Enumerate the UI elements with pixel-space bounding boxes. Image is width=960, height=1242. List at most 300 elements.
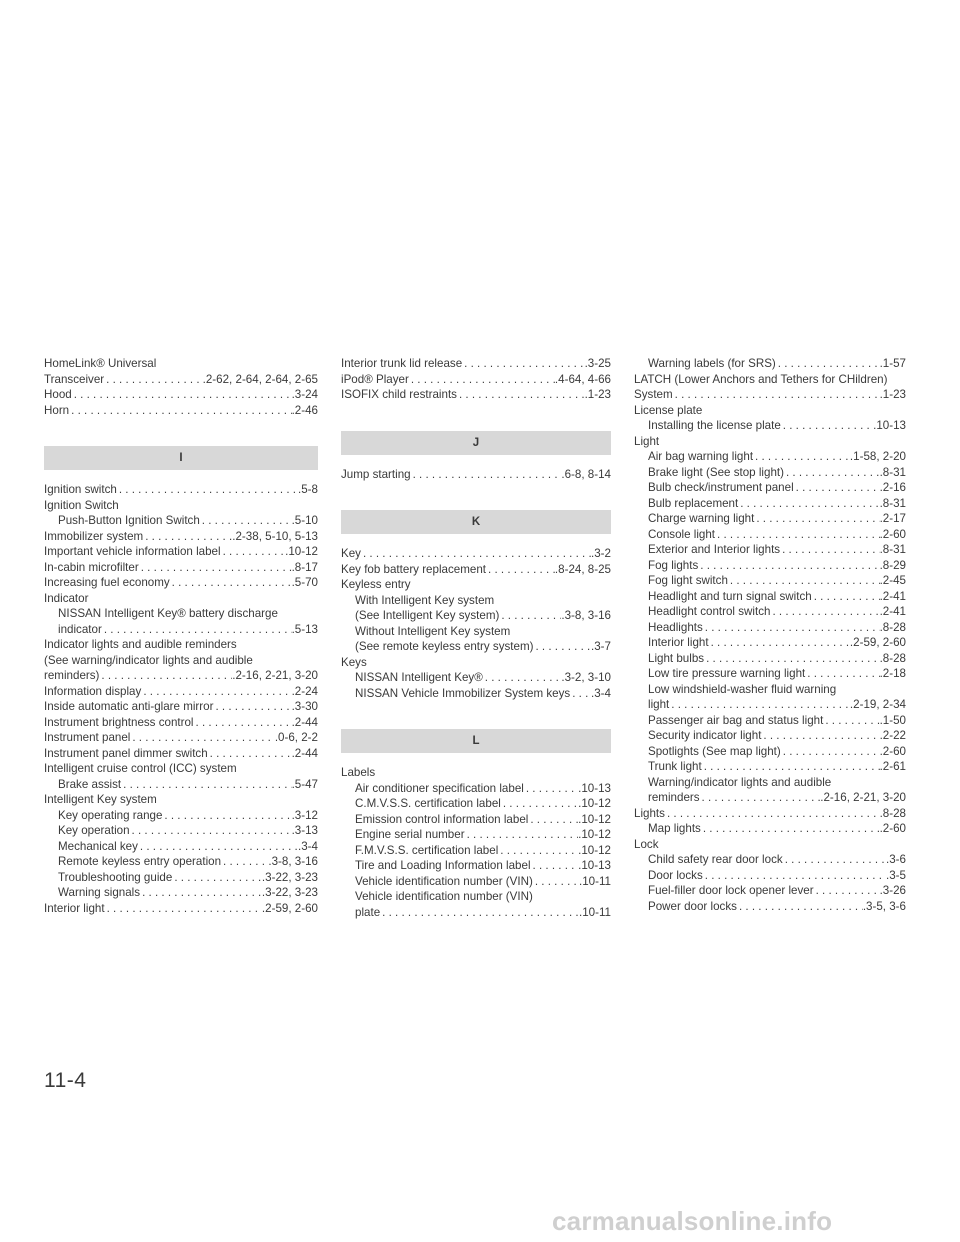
index-entry: Intelligent cruise control (ICC) system — [44, 762, 237, 775]
section-letter-header: J — [341, 431, 611, 455]
dot-leader — [533, 639, 591, 655]
index-subentry — [634, 852, 906, 868]
entry-term: Jump starting — [341, 467, 411, 481]
entry-term: Map lights — [648, 822, 701, 835]
dot-leader — [703, 620, 880, 636]
entry-page-refs: .8-31 — [879, 465, 906, 479]
index-subentry — [634, 542, 906, 558]
entry-term: Push-Button Ignition Switch — [58, 514, 200, 527]
page-number: 11-4 — [44, 1069, 87, 1092]
dot-leader — [814, 883, 880, 899]
entry-page-refs: .5-10 — [291, 514, 318, 527]
dot-leader — [208, 746, 292, 762]
index-subentry — [634, 868, 906, 884]
entry-page-refs: .5-13 — [291, 622, 318, 636]
entry-page-refs: .2-44 — [291, 715, 318, 729]
entry-page-refs: .3-13 — [291, 824, 318, 837]
section-letter-header: K — [341, 510, 611, 534]
entry-page-refs: .10-12 — [578, 828, 611, 841]
dot-leader — [715, 527, 880, 543]
index-subentry — [634, 480, 906, 496]
index-subentry — [634, 465, 906, 481]
dot-leader — [781, 744, 880, 760]
index-subentry — [634, 511, 906, 527]
entry-term: ISOFIX child restraints — [341, 388, 457, 401]
index-subentry: Low windshield-washer fluid warning — [648, 682, 837, 696]
index-subentry — [634, 728, 906, 744]
dot-leader — [761, 728, 879, 744]
dot-leader — [665, 806, 880, 822]
entry-page-refs: .10-12 — [578, 812, 611, 826]
index-subentry: NISSAN Intelligent Key® battery discharge — [58, 607, 278, 620]
entry-page-refs: .5-8 — [298, 483, 318, 496]
dot-leader — [783, 852, 886, 868]
index-subentry — [341, 608, 611, 624]
entry-page-refs: .8-24, 8-25 — [554, 562, 611, 576]
entry-page-refs: .3-22, 3-23 — [261, 870, 318, 884]
index-entry: License plate — [634, 403, 703, 417]
entry-term: (See remote keyless entry system) — [355, 640, 534, 653]
index-entry — [44, 668, 318, 684]
dot-leader — [409, 372, 555, 388]
index-subentry — [634, 651, 906, 667]
entry-page-refs: .0-6, 2-2 — [274, 731, 318, 744]
entry-page-refs: .3-8, 3-16 — [561, 609, 611, 622]
entry-page-refs: .6-8, 8-14 — [561, 467, 611, 481]
index-subentry — [634, 449, 906, 465]
index-subentry — [341, 796, 611, 812]
index-entry: Ignition Switch — [44, 498, 119, 512]
entry-term: (See Intelligent Key system) — [355, 609, 500, 622]
dot-leader — [524, 781, 578, 797]
entry-page-refs: .3-6 — [886, 853, 906, 866]
index-entry — [341, 372, 611, 388]
dot-leader — [141, 684, 291, 700]
entry-term: Spotlights (See map light) — [648, 744, 781, 758]
index-subentry — [634, 697, 906, 713]
dot-leader — [531, 858, 579, 874]
entry-term: Interior trunk lid release — [341, 357, 463, 370]
index-entry — [44, 544, 318, 560]
entry-page-refs: .2-19, 2-34 — [849, 698, 906, 711]
entry-term: Instrument brightness control — [44, 715, 194, 729]
entry-page-refs: .8-31 — [879, 496, 906, 510]
index-subentry: Warning/indicator lights and audible — [648, 775, 832, 789]
index-subentry — [634, 356, 906, 372]
entry-term: Horn — [44, 403, 70, 417]
dot-leader — [533, 874, 579, 890]
entry-page-refs: .3-12 — [291, 808, 318, 822]
dot-leader — [130, 823, 292, 839]
dot-leader — [673, 387, 880, 403]
dot-leader — [738, 496, 879, 512]
dot-leader — [570, 686, 591, 702]
dot-leader — [704, 651, 879, 667]
dot-leader — [69, 403, 291, 419]
dot-leader — [411, 467, 562, 483]
dot-leader — [737, 899, 863, 915]
entry-term: light — [648, 698, 670, 711]
entry-page-refs: .2-60 — [879, 822, 906, 835]
index-subentry — [341, 874, 611, 890]
entry-page-refs: .3-2 — [591, 547, 611, 560]
entry-page-refs: .5-70 — [291, 576, 318, 589]
dot-leader — [172, 870, 262, 886]
entry-page-refs: .2-22 — [879, 729, 906, 742]
entry-page-refs: .2-45 — [879, 574, 906, 587]
entry-term: NISSAN Intelligent Key® — [355, 671, 483, 684]
entry-page-refs: .1-58, 2-20 — [849, 450, 906, 463]
entry-page-refs: .8-29 — [879, 558, 906, 572]
index-entry — [44, 372, 318, 388]
entry-page-refs: .2-41 — [879, 589, 906, 603]
entry-term: In-cabin microfilter — [44, 560, 139, 574]
dot-leader — [780, 542, 879, 558]
entry-term: Important vehicle information label — [44, 545, 221, 558]
dot-leader — [486, 562, 555, 578]
index-entry: Light — [634, 434, 660, 448]
dot-leader — [700, 790, 821, 806]
entry-term: F.M.V.S.S. certification label — [355, 843, 499, 857]
entry-term: Ignition switch — [44, 483, 117, 496]
entry-page-refs: .3-26 — [879, 884, 906, 897]
entry-page-refs: .3-2, 3-10 — [561, 671, 611, 684]
entry-term: reminders) — [44, 669, 100, 682]
index-subentry — [634, 635, 906, 651]
index-entry: Lock — [634, 837, 659, 851]
index-subentry — [341, 686, 611, 702]
index-subentry — [44, 854, 318, 870]
entry-term: Instrument panel dimmer switch — [44, 746, 208, 760]
entry-term: Key — [341, 547, 361, 560]
entry-page-refs: .3-4 — [298, 839, 318, 853]
entry-term: Brake light (See stop light) — [648, 465, 784, 479]
entry-page-refs: .2-59, 2-60 — [849, 636, 906, 649]
entry-term: Fuel-filler door lock opener lever — [648, 884, 814, 897]
entry-page-refs: .3-5 — [886, 868, 906, 882]
entry-term: Air bag warning light — [648, 450, 754, 463]
dot-leader — [130, 730, 274, 746]
watermark: carmanualsonline.info — [552, 1206, 833, 1236]
index-subentry — [44, 622, 318, 638]
entry-page-refs: .4-64, 4-66 — [554, 372, 611, 386]
index-subentry — [44, 808, 318, 824]
entry-page-refs: .3-25 — [584, 357, 611, 370]
entry-term: Hood — [44, 388, 72, 401]
entry-term: Transceiver — [44, 372, 105, 386]
dot-leader — [105, 901, 262, 917]
dot-leader — [770, 604, 879, 620]
index-subentry — [634, 883, 906, 899]
dot-leader — [121, 777, 291, 793]
entry-page-refs: .10-11 — [578, 905, 611, 919]
entry-term: Instrument panel — [44, 731, 131, 744]
entry-page-refs: .3-8, 3-16 — [268, 855, 318, 868]
dot-leader — [170, 575, 292, 591]
entry-page-refs: .3-5, 3-6 — [862, 899, 906, 913]
entry-page-refs: .2-16 — [879, 481, 906, 494]
dot-leader — [465, 827, 579, 843]
entry-term: Charge warning light — [648, 512, 755, 525]
index-entry — [341, 562, 611, 578]
entry-term: Light bulbs — [648, 651, 705, 665]
entry-page-refs: .2-60 — [879, 527, 906, 541]
entry-term: Key operating range — [58, 808, 163, 822]
entry-page-refs: .2-17 — [879, 512, 906, 525]
index-subentry — [44, 823, 318, 839]
index-subentry — [341, 639, 611, 655]
index-subentry — [634, 620, 906, 636]
entry-page-refs: .10-12 — [285, 545, 318, 558]
index-subentry — [634, 527, 906, 543]
index-entry — [44, 560, 318, 576]
entry-term: Tire and Loading Information label — [355, 859, 531, 872]
index-entry — [634, 806, 906, 822]
entry-page-refs: .5-47 — [291, 777, 318, 791]
index-subentry — [341, 843, 611, 859]
index-subentry — [44, 513, 318, 529]
dot-leader — [140, 885, 262, 901]
index-subentry: With Intelligent Key system — [355, 593, 495, 607]
dot-leader — [781, 418, 873, 434]
dot-leader — [698, 558, 879, 574]
entry-page-refs: .10-12 — [578, 843, 611, 857]
dot-leader — [139, 560, 292, 576]
dot-leader — [200, 513, 292, 529]
entry-term: Bulb check/instrument panel — [648, 481, 794, 494]
dot-leader — [162, 808, 291, 824]
entry-term: Headlight and turn signal switch — [648, 589, 812, 603]
index-subentry — [341, 858, 611, 874]
dot-leader — [784, 465, 880, 481]
entry-page-refs: .10-13 — [873, 419, 906, 432]
index-subentry — [341, 670, 611, 686]
entry-term: Remote keyless entry operation — [58, 855, 222, 868]
index-entry — [44, 482, 318, 498]
index-entry — [44, 699, 318, 715]
entry-term: C.M.V.S.S. certification label — [355, 797, 501, 810]
index-subentry: Without Intelligent Key system — [355, 624, 511, 638]
index-entry — [341, 467, 611, 483]
entry-term: Low tire pressure warning light — [648, 667, 806, 680]
entry-term: Interior light — [648, 636, 709, 649]
entry-term: Brake assist — [58, 777, 122, 791]
dot-leader — [194, 715, 292, 731]
dot-leader — [702, 759, 880, 775]
dot-leader — [728, 573, 880, 589]
entry-page-refs: .8-28 — [879, 651, 906, 665]
entry-term: Key operation — [58, 824, 130, 837]
index-entry: Keys — [341, 655, 367, 669]
dot-leader — [117, 482, 298, 498]
entry-page-refs: .8-31 — [879, 543, 906, 556]
dot-leader — [213, 699, 291, 715]
entry-term: Air conditioner specification label — [355, 781, 524, 795]
dot-leader — [104, 372, 202, 388]
dot-leader — [143, 529, 232, 545]
index-subentry — [634, 604, 906, 620]
entry-page-refs: .8-28 — [879, 620, 906, 634]
entry-page-refs: .10-12 — [578, 797, 611, 810]
entry-term: NISSAN Vehicle Immobilizer System keys — [355, 686, 571, 700]
entry-term: Security indicator light — [648, 729, 762, 742]
section-letter-header: L — [341, 729, 611, 753]
index-entry — [44, 387, 318, 403]
index-entry — [341, 546, 611, 562]
index-entry — [341, 387, 611, 403]
index-subentry — [634, 666, 906, 682]
entry-term: Passenger air bag and status light — [648, 713, 824, 727]
index-entry — [44, 403, 318, 419]
entry-page-refs: .1-23 — [879, 388, 906, 401]
entry-term: plate — [355, 905, 381, 919]
dot-leader — [138, 839, 298, 855]
dot-leader — [380, 905, 579, 921]
index-column-2 — [341, 356, 611, 920]
index-subentry — [341, 827, 611, 843]
entry-term: Child safety rear door lock — [648, 853, 783, 866]
entry-term: Headlight control switch — [648, 605, 771, 618]
dot-leader — [753, 449, 850, 465]
entry-term: Lights — [634, 806, 665, 820]
index-subentry — [634, 713, 906, 729]
entry-page-refs: .2-62, 2-64, 2-64, 2-65 — [202, 372, 318, 386]
dot-leader — [102, 622, 292, 638]
entry-term: reminders — [648, 791, 700, 804]
dot-leader — [361, 546, 591, 562]
index-entry: Indicator — [44, 591, 89, 605]
entry-term: Installing the license plate — [648, 419, 781, 432]
index-subentry — [634, 496, 906, 512]
dot-leader — [805, 666, 879, 682]
index-subentry — [44, 885, 318, 901]
entry-term: Warning signals — [58, 886, 141, 899]
entry-term: Key fob battery replacement — [341, 562, 487, 576]
dot-leader — [703, 868, 886, 884]
entry-page-refs: .1-23 — [584, 388, 611, 401]
index-entry: Intelligent Key system — [44, 793, 157, 806]
entry-page-refs: .2-24 — [291, 684, 318, 698]
dot-leader — [794, 480, 880, 496]
entry-page-refs: .8-28 — [879, 806, 906, 820]
entry-page-refs: .8-17 — [291, 560, 318, 574]
index-entry — [44, 901, 318, 917]
index-subentry — [44, 870, 318, 886]
dot-leader — [812, 589, 880, 605]
index-column-3 — [634, 356, 906, 914]
index-entry — [44, 730, 318, 746]
dot-leader — [483, 670, 562, 686]
entry-term: Interior light — [44, 901, 105, 915]
entry-term: iPod® Player — [341, 372, 409, 386]
index-entry — [44, 746, 318, 762]
dot-leader — [72, 387, 292, 403]
entry-term: Exterior and Interior lights — [648, 543, 781, 556]
index-subentry — [634, 759, 906, 775]
entry-term: Warning labels (for SRS) — [648, 357, 776, 370]
entry-term: System — [634, 388, 673, 401]
entry-term: Fog light switch — [648, 574, 728, 587]
index-subentry — [634, 790, 906, 806]
dot-leader — [709, 635, 850, 651]
index-subentry — [634, 744, 906, 760]
entry-page-refs: .2-16, 2-21, 3-20 — [820, 791, 906, 804]
entry-term: Increasing fuel economy — [44, 576, 170, 589]
index-entry: HomeLink® Universal — [44, 357, 157, 370]
entry-term: Information display — [44, 684, 142, 698]
entry-page-refs: .3-7 — [591, 640, 611, 653]
entry-term: indicator — [58, 622, 102, 636]
dot-leader — [221, 544, 286, 560]
index-entry: Labels — [341, 766, 376, 779]
index-entry — [634, 387, 906, 403]
index-subentry — [634, 899, 906, 915]
index-subentry — [44, 839, 318, 855]
entry-page-refs: .2-59, 2-60 — [261, 901, 318, 915]
entry-page-refs: .10-13 — [578, 781, 611, 795]
index-entry: LATCH (Lower Anchors and Tethers for CHildren) — [634, 372, 888, 386]
section-letter-header: I — [44, 446, 318, 470]
index-entry — [44, 715, 318, 731]
entry-term: Emission control information label — [355, 812, 529, 826]
entry-page-refs: .2-46 — [291, 403, 318, 417]
index-subentry — [341, 781, 611, 797]
dot-leader — [498, 843, 578, 859]
dot-leader — [701, 821, 880, 837]
entry-term: Power door locks — [648, 899, 737, 913]
index-subentry — [44, 777, 318, 793]
entry-page-refs: .2-61 — [879, 760, 906, 773]
dot-leader — [501, 796, 578, 812]
entry-page-refs: .3-24 — [291, 388, 318, 401]
entry-term: Immobilizer system — [44, 529, 144, 543]
dot-leader — [462, 356, 584, 372]
dot-leader — [776, 356, 880, 372]
index-entry: Indicator lights and audible reminders — [44, 638, 237, 651]
entry-page-refs: .3-22, 3-23 — [261, 886, 318, 899]
entry-page-refs: .2-38, 5-10, 5-13 — [232, 529, 318, 543]
dot-leader — [99, 668, 232, 684]
entry-page-refs: .1-50 — [879, 713, 906, 727]
index-subentry — [634, 558, 906, 574]
entry-page-refs: .2-16, 2-21, 3-20 — [232, 669, 318, 682]
index-subentry — [634, 418, 906, 434]
entry-page-refs: .2-60 — [879, 744, 906, 758]
entry-page-refs: .3-4 — [591, 686, 611, 700]
entry-page-refs: .2-44 — [291, 746, 318, 760]
index-subentry: Vehicle identification number (VIN) — [355, 890, 533, 903]
entry-term: Troubleshooting guide — [58, 870, 173, 884]
entry-term: Headlights — [648, 620, 703, 634]
index-subentry — [634, 573, 906, 589]
index-subentry — [634, 821, 906, 837]
entry-term: Engine serial number — [355, 828, 465, 841]
entry-page-refs: .3-30 — [291, 700, 318, 713]
index-entry — [44, 684, 318, 700]
entry-term: Door locks — [648, 868, 703, 882]
entry-term: Trunk light — [648, 760, 702, 773]
dot-leader — [457, 387, 585, 403]
index-column-1 — [44, 356, 318, 916]
index-subentry — [341, 905, 611, 921]
entry-page-refs: .1-57 — [879, 357, 906, 370]
entry-term: Console light — [648, 527, 716, 541]
entry-term: Vehicle identification number (VIN) — [355, 874, 533, 888]
index-subentry — [341, 812, 611, 828]
dot-leader — [499, 608, 561, 624]
entry-term: Inside automatic anti-glare mirror — [44, 700, 214, 713]
dot-leader — [823, 713, 879, 729]
